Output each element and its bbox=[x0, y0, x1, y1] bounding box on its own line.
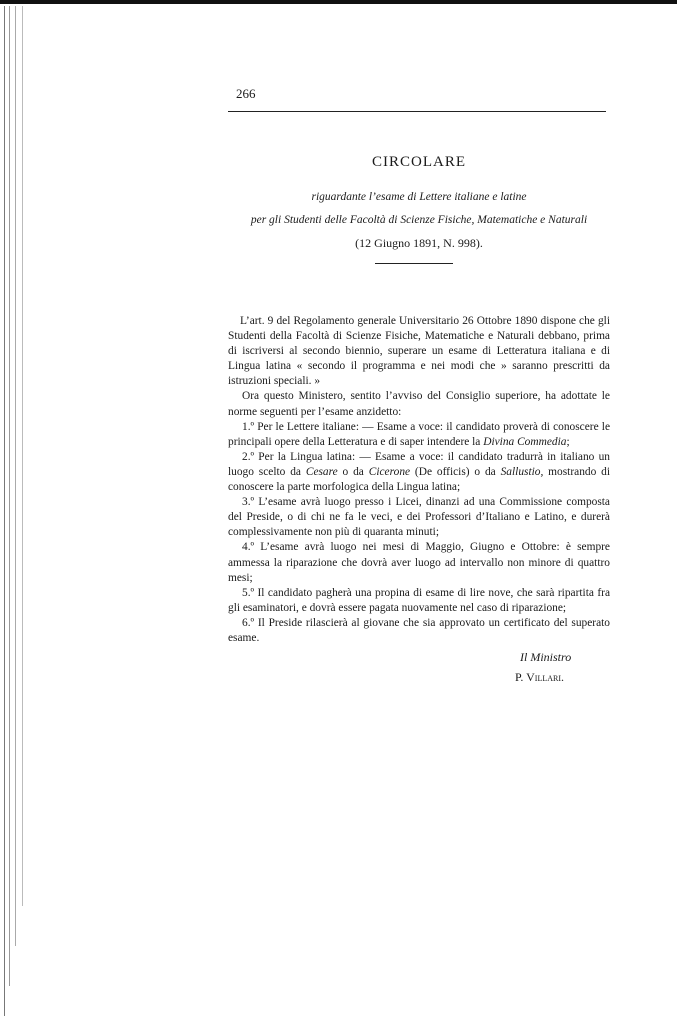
scan-top-border bbox=[0, 0, 677, 4]
subtitle-line-2: per gli Studenti delle Facoltà di Scienze Fisiche, Matematiche e Naturali bbox=[250, 214, 588, 226]
rule-item-6: 6.º Il Preside rilascierà al giovane che sia approvato un certificato del superato esame. bbox=[228, 616, 610, 644]
rule-item-2: 2.º Per la Lingua latina: — Esame a voce: il candidato tradurrà in italiano un luogo scelto da Cesare o da Cicerone (De officis) o da Sallustio, mostrando di conoscere la parte morfologica della Lingua latina; bbox=[228, 450, 610, 494]
rule-item-5: 5.º Il candidato pagherà una propina di esame di lire nove, che sarà ripartita fra gli esaminatori, e dovrà essere pagata nuovamente nel caso di riparazione; bbox=[228, 586, 610, 614]
paragraph-intro: L’art. 9 del Regolamento generale Universitario 26 Ottobre 1890 dispone che gli Studenti della Facoltà di Scienze Fisiche, Matematiche e Naturali debbano, prima di iscriversi al secondo biennio, superare un esame di Letteratura italiana e di Lingua latina « secondo il programma e nei modi che » saranno prescritti da istruzioni speciali. » bbox=[228, 315, 610, 388]
document-date: (12 Giugno 1891, N. 998). bbox=[355, 236, 483, 250]
paragraph-norms: Ora questo Ministero, sentito l’avviso del Consiglio superiore, ha adottate le norme seguenti per l’esame anzidetto: bbox=[228, 390, 610, 418]
title-separator bbox=[375, 263, 453, 264]
document-body bbox=[228, 314, 610, 646]
subtitle-line-1: riguardante l’esame di Lettere italiane e latine bbox=[311, 191, 527, 203]
rule-item-4: 4.º L’esame avrà luogo nei mesi di Maggio, Giugno e Ottobre: è sempre ammessa la riparazione che dovrà aver luogo ad intervallo non minore di quattro mesi; bbox=[228, 541, 610, 584]
signature-title: Il Ministro bbox=[520, 650, 572, 664]
rule-item-1: 1.º Per le Lettere italiane: — Esame a voce: il candidato proverà di conoscere le principali opere della Letteratura e di saper intendere la Divina Commedia; bbox=[228, 420, 610, 448]
header-rule bbox=[228, 111, 606, 112]
signature-name: P. Villari. bbox=[515, 670, 565, 684]
rule-item-3: 3.º L’esame avrà luogo presso i Licei, dinanzi ad una Commissione composta del Preside, o di chi ne fa le veci, e dei Professori d’Italiano e Latino, e durerà complessivamente non più di quaranta minuti; bbox=[228, 496, 610, 539]
document-title: CIRCOLARE bbox=[371, 154, 466, 170]
page-number: 266 bbox=[236, 86, 256, 101]
